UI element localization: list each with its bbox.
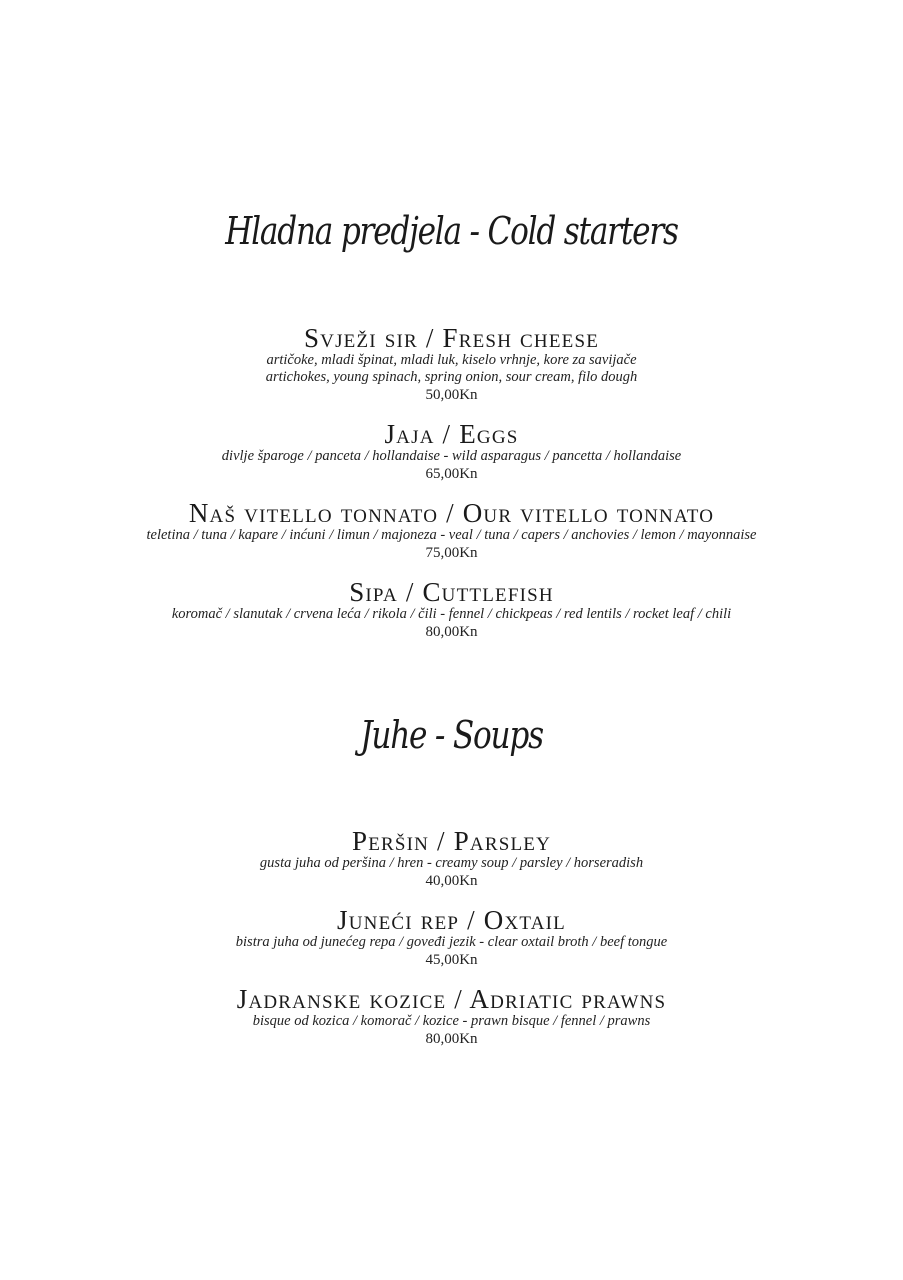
menu-item-vitello-tonnato — [0, 499, 903, 562]
item-price: 40,00Kn — [425, 873, 478, 889]
item-name: Jaja / Eggs — [384, 419, 519, 449]
menu-item-fresh-cheese — [0, 324, 903, 404]
item-price: 50,00Kn — [425, 387, 478, 403]
item-name: Naš vitello tonnato / Our vitello tonnato — [188, 498, 715, 528]
menu-item-oxtail — [0, 906, 903, 969]
item-name: Peršin / Parsley — [351, 826, 552, 856]
section-title-soups: Juhe - Soups — [360, 713, 543, 757]
section-title-cold-starters: Hladna predjela - Cold starters — [225, 209, 678, 253]
item-price: 65,00Kn — [425, 466, 478, 482]
item-description: artichokes, young spinach, spring onion, sour cream, filo dough — [265, 369, 638, 385]
item-description: koromač / slanutak / crvena leća / rikola / čili - fennel / chickpeas / red lentils / rocket leaf / chili — [171, 606, 732, 622]
item-price: 75,00Kn — [425, 545, 478, 561]
soups-list — [0, 827, 903, 1060]
item-name: Juneći rep / Oxtail — [337, 905, 566, 935]
item-name: Svježi sir / Fresh cheese — [303, 323, 600, 353]
cold-starters-list — [0, 324, 903, 653]
menu-item-adriatic-prawns — [0, 985, 903, 1048]
section-cold-starters-header — [0, 209, 903, 253]
item-name: Sipa / Cuttlefish — [349, 577, 554, 607]
menu-item-parsley — [0, 827, 903, 890]
item-price: 45,00Kn — [425, 952, 478, 968]
menu-item-eggs — [0, 420, 903, 483]
item-price: 80,00Kn — [425, 1031, 478, 1047]
item-name: Jadranske kozice / Adriatic prawns — [236, 984, 667, 1014]
item-description: artičoke, mladi špinat, mladi luk, kiselo vrhnje, kore za savijače — [266, 352, 637, 368]
item-description: bistra juha od junećeg repa / goveđi jezik - clear oxtail broth / beef tongue — [235, 934, 668, 950]
item-description: gusta juha od peršina / hren - creamy soup / parsley / horseradish — [259, 855, 644, 871]
item-description: bisque od kozica / komorač / kozice - prawn bisque / fennel / prawns — [252, 1013, 651, 1029]
item-price: 80,00Kn — [425, 624, 478, 640]
menu-item-cuttlefish — [0, 578, 903, 641]
item-description: teletina / tuna / kapare / inćuni / limun / majoneza - veal / tuna / capers / anchovies / lemon / mayonnaise — [146, 527, 757, 543]
item-description: divlje šparoge / panceta / hollandaise - wild asparagus / pancetta / hollandaise — [221, 448, 682, 464]
section-soups-header — [0, 713, 903, 757]
